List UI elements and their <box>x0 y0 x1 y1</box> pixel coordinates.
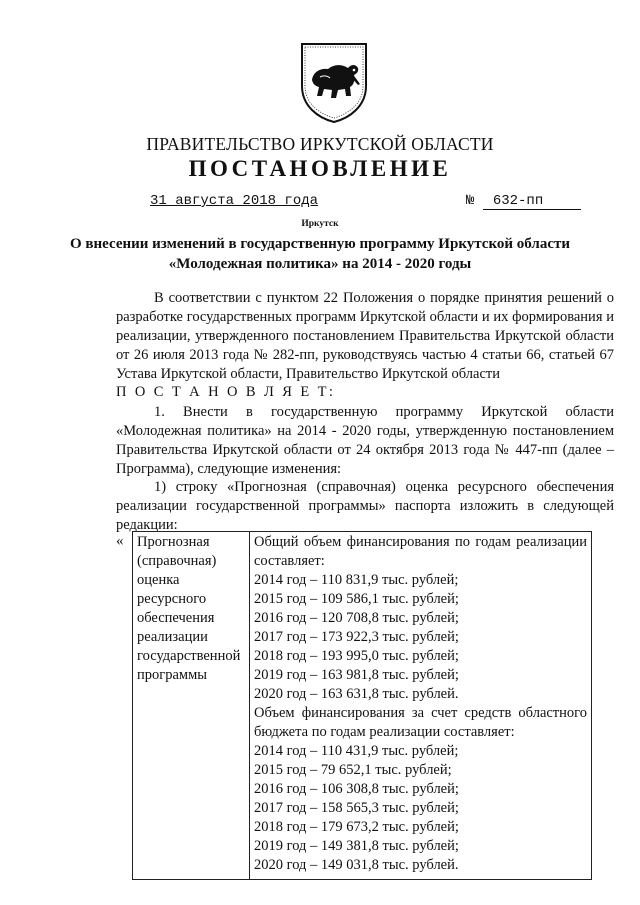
total-year-2019: 2019 год – 163 981,8 тыс. рублей; <box>254 667 459 683</box>
label-line: реализации <box>137 629 208 645</box>
label-line: государственной <box>137 648 241 664</box>
label-line: оценка <box>137 572 180 588</box>
total-year-2015: 2015 год – 109 586,1 тыс. рублей; <box>254 591 459 607</box>
regional-year-2017: 2017 год – 158 565,3 тыс. рублей; <box>254 800 459 816</box>
total-year-2017: 2017 год – 173 922,3 тыс. рублей; <box>254 629 459 645</box>
table-row <box>133 532 592 880</box>
total-year-2018: 2018 год – 193 995,0 тыс. рублей; <box>254 648 459 664</box>
label-line: Прогнозная <box>137 534 210 550</box>
label-line: программы <box>137 667 207 683</box>
row-value-cell <box>250 532 592 880</box>
number-value: 632-пп <box>483 193 581 210</box>
number-sign: № <box>466 193 475 209</box>
total-year-2020: 2020 год – 163 631,8 тыс. рублей. <box>254 686 459 702</box>
document-date: 31 августа 2018 года <box>150 193 319 209</box>
item-1-paragraph: 1. Внести в государственную программу Иркутской области «Молодежная политика» на 2014 - 2020 годы, утвержденную постановлением Правительства Иркутской области от 24 октября 2013 года № 447-пп (далее – Программа), следующие изменения: <box>116 404 614 477</box>
title-line-1: О внесении изменений в государственную программу Иркутской области <box>69 236 571 252</box>
passport-row-table <box>132 531 592 880</box>
city-name: Иркутск <box>301 219 339 229</box>
resolves-heading: П О С Т А Н О В Л Я Е Т: <box>116 384 336 400</box>
regional-year-2016: 2016 год – 106 308,8 тыс. рублей; <box>254 781 459 797</box>
regional-year-2014: 2014 год – 110 431,9 тыс. рублей; <box>254 743 459 759</box>
label-line: ресурсного <box>137 591 207 607</box>
total-year-2016: 2016 год – 120 708,8 тыс. рублей; <box>254 610 459 626</box>
total-year-2014: 2014 год – 110 831,9 тыс. рублей; <box>254 572 459 588</box>
label-line: (справочная) <box>137 553 217 569</box>
document-type: ПОСТАНОВЛЕНИЕ <box>188 156 452 181</box>
row-label-cell <box>133 532 250 880</box>
document-number <box>466 193 581 210</box>
opening-quote: « <box>116 533 124 549</box>
item-1-1-paragraph: 1) строку «Прогнозная (справочная) оценка ресурсного обеспечения реализации государственной программы» паспорта изложить в следующей редакции: <box>116 479 614 533</box>
regional-year-2018: 2018 год – 179 673,2 тыс. рублей; <box>254 819 459 835</box>
coat-of-arms-emblem <box>298 40 370 124</box>
total-financing-intro: Общий объем финансирования по годам реализации составляет: <box>254 534 587 569</box>
regional-year-2015: 2015 год – 79 652,1 тыс. рублей; <box>254 762 452 778</box>
regional-year-2020: 2020 год – 149 031,8 тыс. рублей. <box>254 857 459 873</box>
regional-year-2019: 2019 год – 149 381,8 тыс. рублей; <box>254 838 459 854</box>
regional-financing-intro: Объем финансирования за счет средств областного бюджета по годам реализации составляет: <box>254 705 587 740</box>
government-name: ПРАВИТЕЛЬСТВО ИРКУТСКОЙ ОБЛАСТИ <box>146 134 494 154</box>
title-line-2: «Молодежная политика» на 2014 - 2020 годы <box>168 256 472 272</box>
preamble-paragraph: В соответствии с пунктом 22 Положения о порядке принятия решений о разработке государственных программ Иркутской области и их формирования и реализации, утвержденного постановлением Правительства Иркутской области от 26 июля 2013 года № 282-пп, руководствуясь частью 4 статьи 66, статьей 67 Устава Иркутской области, Правительство Иркутской области <box>116 290 614 382</box>
label-line: обеспечения <box>137 610 215 626</box>
